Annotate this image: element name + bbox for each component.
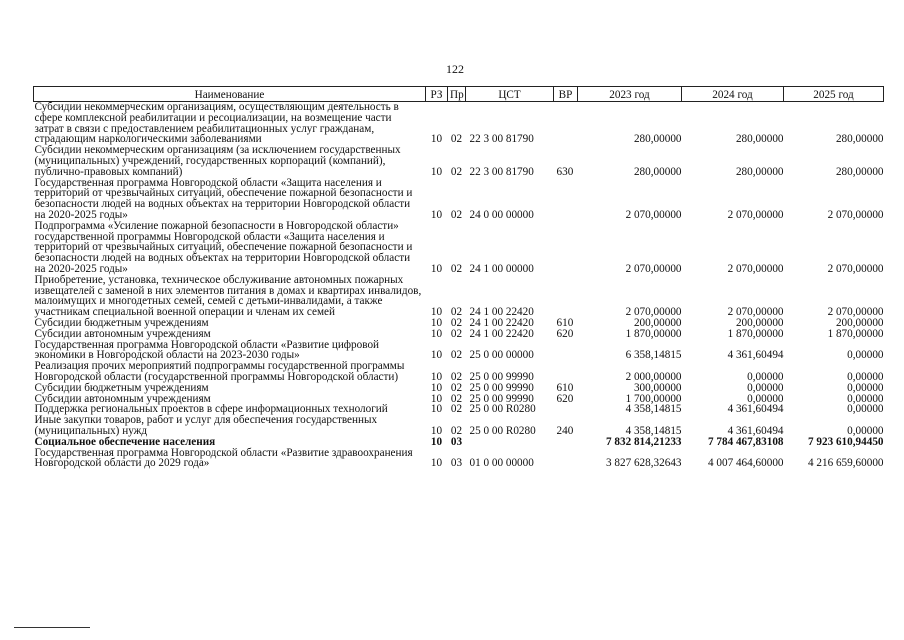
row-2024: 200,00000 <box>735 316 784 329</box>
table-row <box>34 275 884 318</box>
row-2024: 2 070,00000 <box>727 262 784 275</box>
row-name: Субсидии автономным учреждениям <box>34 392 211 405</box>
row-vr <box>554 102 578 146</box>
row-rz: 10 <box>430 165 443 178</box>
row-vr <box>554 221 578 275</box>
row-2024: 7 784 467,83108 <box>707 435 784 448</box>
row-name: Иные закупки товаров, работ и услуг для обеспечения государственных (муниципальных) нужд <box>34 414 378 437</box>
row-pr: 02 <box>450 165 463 178</box>
row-cst: 22 3 00 81790 <box>469 165 534 178</box>
row-2024: 2 070,00000 <box>727 306 784 319</box>
row-2025: 0,00000 <box>847 370 884 383</box>
row-rz: 10 <box>430 392 443 405</box>
row-cst: 25 0 00 00000 <box>469 349 534 362</box>
table-row <box>34 437 884 448</box>
row-pr: 02 <box>450 349 463 362</box>
row-vr: 620 <box>556 392 574 405</box>
row-2023: 2 070,00000 <box>625 306 682 319</box>
row-name: Субсидии бюджетным учреждениям <box>34 316 209 329</box>
row-rz: 10 <box>430 457 443 470</box>
row-pr: 02 <box>450 403 463 416</box>
row-2023: 3 827 628,32643 <box>605 457 682 470</box>
row-2023: 6 358,14815 <box>625 349 682 362</box>
row-2023: 200,00000 <box>633 316 682 329</box>
table-row <box>34 448 884 470</box>
row-2023: 1 870,00000 <box>625 327 682 340</box>
row-name: Приобретение, установка, техническое обслуживание автономных пожарных извещателей с заменой в них элементов питания в домах и квартирах инвалидов, малоимущих и многодетных семей, семей с детьми-инвалидами, а также участникам специальной военной операции и членам их семей <box>34 273 422 319</box>
row-pr: 03 <box>450 435 463 448</box>
row-2024: 0,00000 <box>747 392 784 405</box>
row-name: Социальное обеспечение населения <box>34 435 216 448</box>
row-name: Субсидии автономным учреждениям <box>34 327 211 340</box>
row-2024: 4 361,60494 <box>727 424 784 437</box>
row-2025: 4 216 659,60000 <box>807 457 884 470</box>
row-pr: 02 <box>450 327 463 340</box>
header-pr: Пр <box>448 87 466 102</box>
row-2025: 280,00000 <box>835 165 884 178</box>
row-2024: 1 870,00000 <box>727 327 784 340</box>
header-2024: 2024 год <box>682 87 784 102</box>
row-2024: 4 007 464,60000 <box>707 457 784 470</box>
table-row <box>34 178 884 221</box>
row-pr: 02 <box>450 133 463 146</box>
row-2024: 4 361,60494 <box>727 349 784 362</box>
table-row <box>34 415 884 437</box>
row-vr: 630 <box>556 165 574 178</box>
row-2025: 7 923 610,94450 <box>807 435 884 448</box>
row-2025: 280,00000 <box>835 133 884 146</box>
row-2024: 280,00000 <box>735 133 784 146</box>
row-pr: 02 <box>450 262 463 275</box>
row-vr <box>554 404 578 415</box>
row-vr <box>554 437 578 448</box>
header-vr: ВР <box>554 87 578 102</box>
row-name: Государственная программа Новгородской области «Развитие цифровой экономики в Новгородской области на 2023-2030 годы» <box>34 338 380 362</box>
header-2025: 2025 год <box>784 87 884 102</box>
row-2025: 0,00000 <box>847 392 884 405</box>
row-pr: 02 <box>450 381 463 394</box>
row-pr: 03 <box>450 457 463 470</box>
row-2025: 0,00000 <box>847 349 884 362</box>
row-rz: 10 <box>430 133 443 146</box>
row-vr <box>554 178 578 221</box>
row-name: Реализация прочих мероприятий подпрограммы государственной программы Новгородской области (государственной программы Новгородской области) <box>34 360 405 383</box>
row-rz: 10 <box>430 424 443 437</box>
row-cst: 22 3 00 81790 <box>469 133 534 146</box>
row-2023: 2 000,00000 <box>625 370 682 383</box>
row-name: Государственная программа Новгородской области «Развитие здравоохранения Новгородской области до 2029 года» <box>34 446 413 470</box>
row-2023: 2 070,00000 <box>625 262 682 275</box>
page-number: 122 <box>446 62 464 76</box>
footnote-divider <box>14 627 90 628</box>
row-2025: 0,00000 <box>847 424 884 437</box>
row-vr: 610 <box>556 316 574 329</box>
table-row <box>34 361 884 383</box>
row-rz: 10 <box>430 403 443 416</box>
row-rz: 10 <box>430 435 443 448</box>
row-vr <box>554 448 578 470</box>
row-2023: 1 700,00000 <box>625 392 682 405</box>
row-cst: 24 1 00 22420 <box>469 327 534 340</box>
row-vr: 240 <box>556 424 574 437</box>
row-vr <box>554 340 578 362</box>
row-rz: 10 <box>430 327 443 340</box>
row-rz: 10 <box>430 316 443 329</box>
row-name: Поддержка региональных проектов в сфере информационных технологий <box>34 403 388 416</box>
row-pr: 02 <box>450 208 463 221</box>
row-name: Подпрограмма «Усиление пожарной безопасности в Новгородской области» государственной программы Новгородской области «Защита населения и территорий от чрезвычайных ситуаций, обеспечение пожарной безопасности и безопасности людей на водных объектах на территории Новгородской области на 2020-2025 годы» <box>34 219 413 275</box>
row-rz: 10 <box>430 381 443 394</box>
row-vr: 610 <box>556 381 574 394</box>
row-rz: 10 <box>430 262 443 275</box>
row-vr <box>554 361 578 383</box>
row-cst: 25 0 00 99990 <box>469 392 534 405</box>
header-cst: ЦСТ <box>466 87 554 102</box>
row-2024: 2 070,00000 <box>727 208 784 221</box>
row-pr: 02 <box>450 370 463 383</box>
row-2025: 2 070,00000 <box>827 208 884 221</box>
row-pr: 02 <box>450 392 463 405</box>
header-rz: РЗ <box>426 87 448 102</box>
row-cst <box>466 437 554 448</box>
row-name: Субсидии бюджетным учреждениям <box>34 381 209 394</box>
row-cst: 24 0 00 00000 <box>469 208 534 221</box>
row-cst: 24 1 00 00000 <box>469 262 534 275</box>
row-pr: 02 <box>450 424 463 437</box>
row-2023: 300,00000 <box>633 381 682 394</box>
row-cst: 25 0 00 R0280 <box>469 424 536 437</box>
table-row <box>34 340 884 362</box>
row-rz: 10 <box>430 208 443 221</box>
row-2024: 0,00000 <box>747 381 784 394</box>
row-cst: 25 0 00 R0280 <box>469 403 536 416</box>
row-cst: 01 0 00 00000 <box>469 457 534 470</box>
row-2025: 2 070,00000 <box>827 262 884 275</box>
header-name: Наименование <box>34 87 426 102</box>
row-vr <box>554 275 578 318</box>
row-2024: 280,00000 <box>735 165 784 178</box>
row-cst: 25 0 00 99990 <box>469 370 534 383</box>
row-2024: 4 361,60494 <box>727 403 784 416</box>
header-2023: 2023 год <box>578 87 682 102</box>
row-pr: 02 <box>450 306 463 319</box>
row-2023: 4 358,14815 <box>625 424 682 437</box>
row-2025: 2 070,00000 <box>827 306 884 319</box>
row-2025: 0,00000 <box>847 381 884 394</box>
budget-table <box>33 86 884 469</box>
row-cst: 24 1 00 22420 <box>469 306 534 319</box>
row-pr: 02 <box>450 316 463 329</box>
row-vr: 620 <box>556 327 574 340</box>
row-name: Субсидии некоммерческим организациям (за исключением государственных (муниципальных) учреждений, государственных корпораций (компаний), публично-правовых компаний) <box>34 144 401 178</box>
row-2025: 0,00000 <box>847 403 884 416</box>
table-header-row <box>34 87 884 102</box>
row-rz: 10 <box>430 306 443 319</box>
row-2025: 1 870,00000 <box>827 327 884 340</box>
table-row <box>34 329 884 340</box>
row-2024: 0,00000 <box>747 370 784 383</box>
row-cst: 24 1 00 22420 <box>469 316 534 329</box>
row-2023: 280,00000 <box>633 165 682 178</box>
table-body <box>34 102 884 470</box>
row-2025: 200,00000 <box>835 316 884 329</box>
row-2023: 2 070,00000 <box>625 208 682 221</box>
row-rz: 10 <box>430 349 443 362</box>
table-row <box>34 221 884 275</box>
table-row <box>34 383 884 394</box>
table-row <box>34 102 884 146</box>
row-rz: 10 <box>430 370 443 383</box>
row-name: Субсидии некоммерческим организациям, осуществляющим деятельность в сфере комплексной реабилитации и ресоциализации, на возмещение части затрат в связи с предоставлением реабилитационных услуг гражданам, страдающим наркологическими заболеваниями <box>34 101 399 146</box>
row-cst: 25 0 00 99990 <box>469 381 534 394</box>
table-row <box>34 145 884 177</box>
row-2023: 4 358,14815 <box>625 403 682 416</box>
row-2023: 7 832 814,21233 <box>605 435 682 448</box>
row-name: Государственная программа Новгородской области «Защита населения и территорий от чрезвычайных ситуаций, обеспечение пожарной безопасности и безопасности людей на водных объектах на территории Новгородской области на 2020-2025 годы» <box>34 176 413 221</box>
row-2023: 280,00000 <box>633 133 682 146</box>
